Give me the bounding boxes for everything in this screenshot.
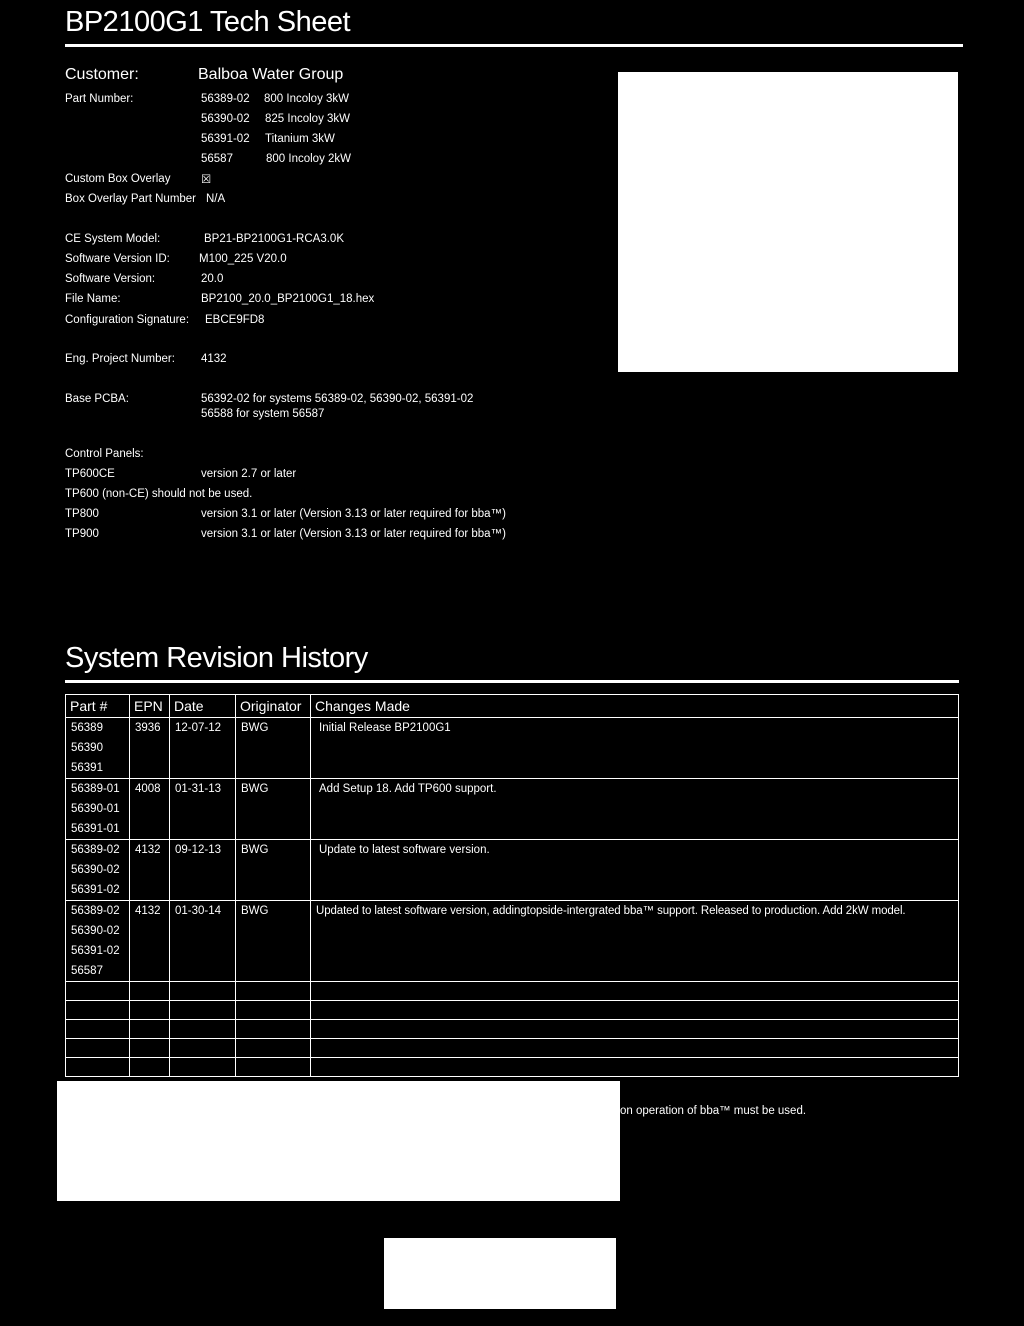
col-header-changes: Changes Made [311, 695, 959, 718]
redacted-note-box [57, 1081, 620, 1201]
table-row [66, 840, 959, 901]
date-value: 12-07-12 [175, 722, 222, 734]
part-number: 56391-02 [71, 884, 120, 896]
footnote-fragment: on operation of bba™ must be used. [620, 1105, 807, 1117]
changes-value: Updated to latest software version, addingtopside-intergrated bba™ support. Released to production. Add 2kW model. [316, 905, 906, 917]
part-cell [66, 901, 130, 982]
date-cell [170, 901, 236, 982]
revision-history-divider [65, 680, 959, 683]
table-row [66, 901, 959, 982]
originator-value: BWG [241, 722, 269, 734]
part-number: 56391-01 [71, 823, 120, 835]
date-cell [170, 840, 236, 901]
col-header-date: Date [170, 695, 236, 718]
changes-cell [311, 718, 959, 779]
changes-cell [311, 840, 959, 901]
tp900-label: TP900 [65, 528, 99, 540]
changes-cell [311, 779, 959, 840]
table-row-empty [66, 1001, 959, 1020]
date-value: 01-30-14 [175, 905, 222, 917]
ce-system-model-value: BP21-BP2100G1-RCA3.0K [204, 233, 344, 245]
originator-cell [236, 718, 311, 779]
part-number-label: Part Number: [65, 93, 134, 105]
eng-project-number-label: Eng. Project Number: [65, 353, 175, 365]
table-header-row [66, 695, 959, 718]
tp600ce-value: version 2.7 or later [201, 468, 297, 480]
customer-value: Balboa Water Group [198, 66, 344, 83]
table-row [66, 718, 959, 779]
date-cell [170, 718, 236, 779]
part-number: 56390-01 [71, 803, 120, 815]
originator-cell [236, 901, 311, 982]
custom-box-overlay-label: Custom Box Overlay [65, 173, 171, 185]
part-number: 56391-02 [71, 945, 120, 957]
customer-label: Customer: [65, 66, 139, 83]
tp800-value: version 3.1 or later (Version 3.13 or later required for bba™) [201, 508, 506, 520]
page-title: BP2100G1 Tech Sheet [65, 6, 351, 38]
part-number-desc: Titanium 3kW [265, 133, 335, 145]
epn-value: 4008 [135, 783, 161, 795]
box-overlay-part-number-label: Box Overlay Part Number [65, 193, 197, 205]
tp600-note: TP600 (non-CE) should not be used. [65, 488, 253, 500]
originator-value: BWG [241, 844, 269, 856]
part-number-desc: 800 Incoloy 3kW [264, 93, 350, 105]
date-value: 01-31-13 [175, 783, 222, 795]
part-number: 56389-02 [71, 844, 120, 856]
epn-cell [130, 718, 170, 779]
epn-cell [130, 840, 170, 901]
epn-cell [130, 779, 170, 840]
tp900-value: version 3.1 or later (Version 3.13 or later required for bba™) [201, 528, 506, 540]
part-number: 56390-02 [71, 925, 120, 937]
part-number-desc: 825 Incoloy 3kW [265, 113, 351, 125]
base-pcba-line1: 56392-02 for systems 56389-02, 56390-02, 56391-02 [201, 393, 474, 405]
revision-history-title: System Revision History [65, 642, 368, 674]
part-number: 56389 [71, 722, 103, 734]
file-name-value: BP2100_20.0_BP2100G1_18.hex [201, 293, 375, 305]
part-number: 56390 [71, 742, 103, 754]
part-number-value: 56389-02 [201, 93, 250, 105]
base-pcba-line2: 56588 for system 56587 [201, 408, 325, 420]
originator-value: BWG [241, 783, 269, 795]
software-version-id-value: M100_225 V20.0 [199, 253, 287, 265]
part-number: 56389-01 [71, 783, 120, 795]
software-version-id-label: Software Version ID: [65, 253, 170, 265]
epn-cell [130, 901, 170, 982]
table-row-empty [66, 982, 959, 1001]
file-name-label: File Name: [65, 293, 121, 305]
part-cell [66, 718, 130, 779]
epn-value: 4132 [135, 844, 161, 856]
eng-project-number-value: 4132 [201, 353, 227, 365]
changes-value: Add Setup 18. Add TP600 support. [319, 783, 497, 795]
box-overlay-part-number-value: N/A [206, 193, 226, 205]
part-number-value: 56587 [201, 153, 233, 165]
date-value: 09-12-13 [175, 844, 222, 856]
redacted-logo-box [384, 1238, 616, 1309]
configuration-signature-value: EBCE9FD8 [205, 314, 265, 326]
ce-system-model-label: CE System Model: [65, 233, 161, 245]
product-image-placeholder [618, 72, 958, 372]
table-row-empty [66, 1058, 959, 1077]
table-row [66, 779, 959, 840]
col-header-part: Part # [66, 695, 130, 718]
tp800-label: TP800 [65, 508, 99, 520]
originator-value: BWG [241, 905, 269, 917]
configuration-signature-label: Configuration Signature: [65, 314, 190, 326]
part-number: 56587 [71, 965, 103, 977]
part-number-value: 56391-02 [201, 133, 250, 145]
part-cell [66, 840, 130, 901]
table-row-empty [66, 1020, 959, 1039]
title-divider [65, 44, 963, 47]
originator-cell [236, 779, 311, 840]
col-header-originator: Originator [236, 695, 311, 718]
part-number: 56389-02 [71, 905, 120, 917]
part-cell [66, 779, 130, 840]
changes-cell [311, 901, 959, 982]
part-number: 56391 [71, 762, 103, 774]
col-header-epn: EPN [130, 695, 170, 718]
changes-value: Initial Release BP2100G1 [319, 722, 451, 734]
control-panels-label: Control Panels: [65, 448, 144, 460]
revision-history-table [65, 694, 959, 1077]
epn-value: 3936 [135, 722, 161, 734]
date-cell [170, 779, 236, 840]
base-pcba-label: Base PCBA: [65, 393, 129, 405]
software-version-value: 20.0 [201, 273, 224, 285]
changes-value: Update to latest software version. [319, 844, 490, 856]
part-number-value: 56390-02 [201, 113, 250, 125]
software-version-label: Software Version: [65, 273, 156, 285]
tp600ce-label: TP600CE [65, 468, 115, 480]
originator-cell [236, 840, 311, 901]
part-number-desc: 800 Incoloy 2kW [266, 153, 352, 165]
part-number: 56390-02 [71, 864, 120, 876]
epn-value: 4132 [135, 905, 161, 917]
table-row-empty [66, 1039, 959, 1058]
custom-box-overlay-checkbox: ☒ [201, 174, 212, 186]
